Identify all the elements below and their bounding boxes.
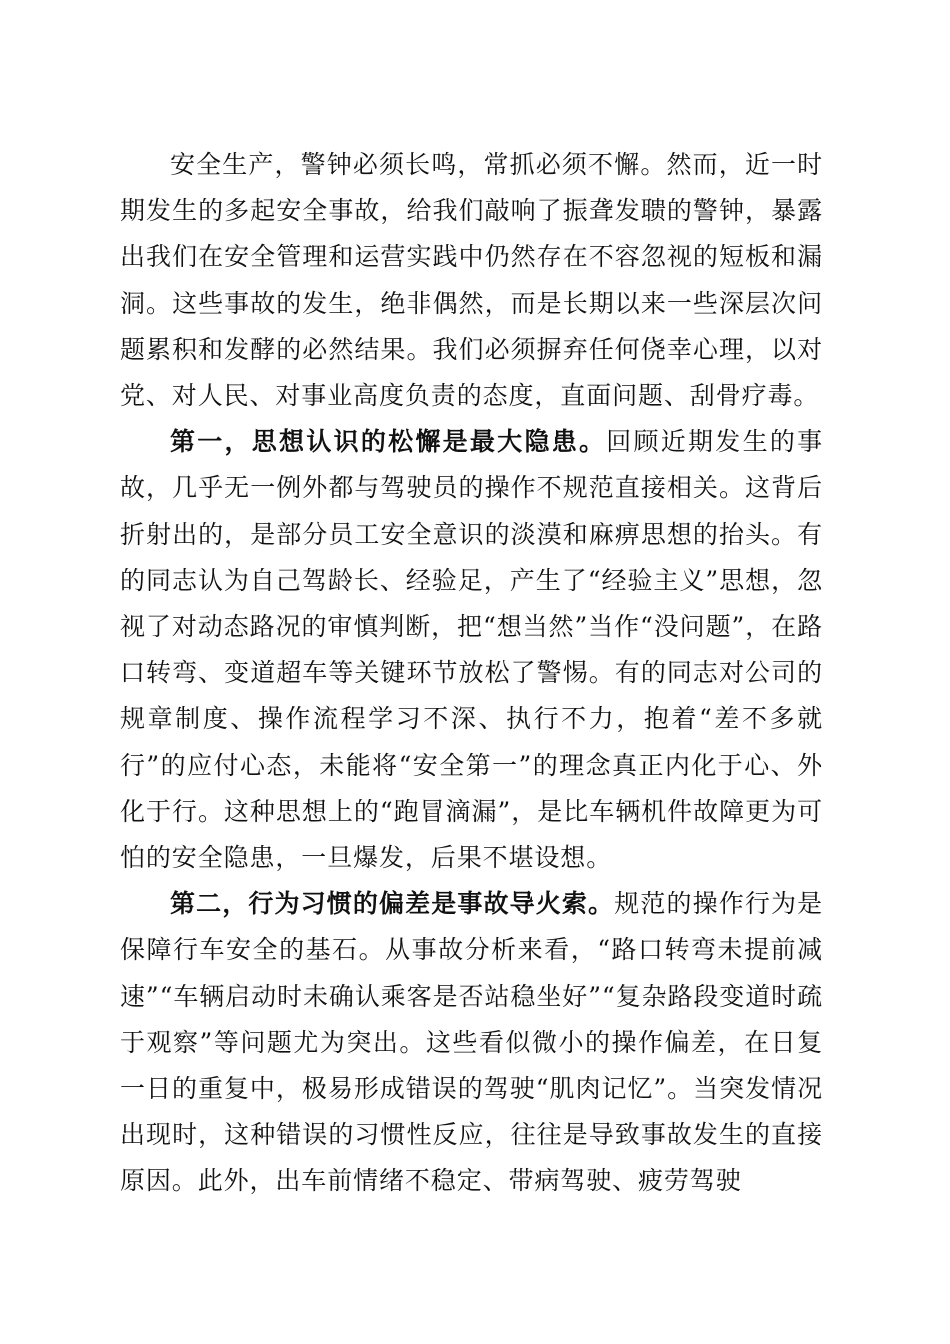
paragraph-intro <box>120 142 823 419</box>
paragraph-point-two <box>120 881 823 1204</box>
paragraph-point-one <box>120 419 823 881</box>
paragraph-point-two-heading: 第二，行为习惯的偏差是事故导火索。 <box>170 889 615 919</box>
paragraph-intro-text: 安全生产，警钟必须长鸣，常抓必须不懈。然而，近一时期发生的多起安全事故，给我们敲响了振聋发聩的警钟，暴露出我们在安全管理和运营实践中仍然存在不容忽视的短板和漏洞。这些事故的发生，绝非偶然，而是长期以来一些深层次问题累积和发酵的必然结果。我们必须摒弃任何侥幸心理，以对党、对人民、对事业高度负责的态度，直面问题、刮骨疗毒。 <box>120 150 823 411</box>
document-body <box>120 142 823 1205</box>
paragraph-point-two-text: 规范的操作行为是保障行车安全的基石。从事故分析来看，“路口转弯未提前减速”“车辆启动时未确认乘客是否站稳坐好”“复杂路段变道时疏于观察”等问题尤为突出。这些看似微小的操作偏差，在日复一日的重复中，极易形成错误的驾驶“肌肉记忆”。当突发情况出现时，这种错误的习惯性反应，往往是导致事故发生的直接原因。此外，出车前情绪不稳定、带病驾驶、疲劳驾驶 <box>120 889 823 1196</box>
paragraph-point-one-heading: 第一，思想认识的松懈是最大隐患。 <box>170 427 607 457</box>
paragraph-point-one-text: 回顾近期发生的事故，几乎无一例外都与驾驶员的操作不规范直接相关。这背后折射出的，是部分员工安全意识的淡漠和麻痹思想的抬头。有的同志认为自己驾龄长、经验足，产生了“经验主义”思想，忽视了对动态路况的审慎判断，把“想当然”当作“没问题”，在路口转弯、变道超车等关键环节放松了警惕。有的同志对公司的规章制度、操作流程学习不深、执行不力，抱着“差不多就行”的应付心态，未能将“安全第一”的理念真正内化于心、外化于行。这种思想上的“跑冒滴漏”，是比车辆机件故障更为可怕的安全隐患，一旦爆发，后果不堪设想。 <box>120 427 824 873</box>
